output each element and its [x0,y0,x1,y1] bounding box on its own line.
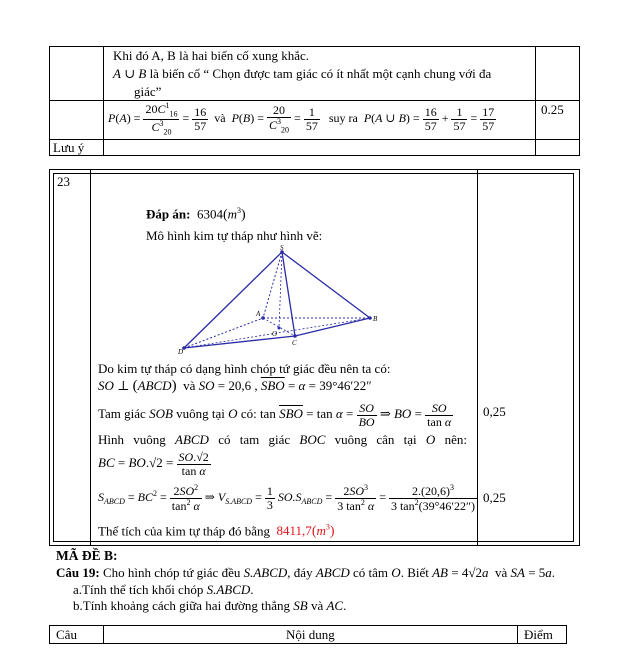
top-row1-line1: Khi đó A, B là hai biến cố xung khắc. [113,48,310,63]
q23-line4: Hình vuông ABCD có tam giác BOC vuông cân tại O nên: [98,432,467,447]
q23-line3-score: 0,25 [483,404,506,419]
vertex-s-label: S [280,244,284,252]
bottom-col-cau: Câu [56,627,77,642]
q23-volume: Thể tích của kim tự tháp đó bằng $8411,7(m^3)$ [98,523,335,540]
answer-label: Đáp án: [146,206,191,222]
top-row2-formula: P(A) = $\frac{20C^1_{16}}{C^3_{20}}$ = $\frac{16}{57}$ và P(B) = $\frac{20}{C^3_{20}}$ = $\frac{1}{57}$ suy ra P(A ∪ B) = $\frac{16}{57}$ + $\frac{1}{57}$ = $\frac{17}{57}$ [108,101,495,137]
q19-text: Câu 19: Cho hình chóp tứ giác đều S.ABCD, đáy ABCD có tâm O. Biết AB = 4√2a và SA = 5a. [56,565,556,580]
vertex-o-label: O [272,330,278,338]
q23-line6: $S_{ABCD} = BC^2$ = $\frac{2SO^2}{\tan^2 \alpha}$ ⇒ $V_{S.ABCD}$ = $\frac{1}{3}$ $SO.S_{ABCD}$ = $\frac{2SO^3}{3 \tan^2 \alpha}$ = $\frac{2.(20,6)^3}{3 \tan^2(39^\circ 46'22'')}$ [98,483,476,513]
top-row1-line2: A ∪ B là biến cố “ Chọn được tam giác có ít nhất một cạnh chung với đa [113,66,492,81]
bottom-col-noi-dung: Nội dung [286,627,335,642]
top-row1-line3: giác” [134,84,162,99]
q23-line5: BC = BO.√2 = $\frac{SO.√2}{\text{tan α}}$ [98,450,209,478]
q19-part-b: b.Tính khoảng cách giữa hai đường thẳng SB và AC. [73,598,347,613]
q23-model-text: Mô hình kim tự tháp như hình vẽ: [146,228,323,243]
q19-label: Câu 19: [56,565,100,580]
vertex-b-label: B [373,315,378,323]
bottom-col-diem: Điểm [524,627,553,642]
section-b-title: MÃ ĐỀ B: [56,548,118,563]
vertex-a-label: A [256,310,261,318]
q19-part-a: a.Tính thể tích khối chóp S.ABCD. [73,582,254,597]
q23-answer: Đáp án: $6304(m^3)$ [146,206,246,223]
note-label: Lưu ý [53,140,85,155]
vertex-c-label: C [292,339,297,347]
q23-number: 23 [57,174,70,189]
vertex-d-label: D [178,348,184,356]
q23-line2: SO ⊥ (ABCD) và SO = 20,6 , $\overline{SBO} = \alpha = 39^\circ 46'22''$ [98,378,372,394]
top-row2-score: 0.25 [541,102,564,117]
volume-text: Thể tích của kim tự tháp đó bằng [98,523,271,539]
q23-line6-score: 0,25 [483,490,506,505]
pyramid-figure [170,244,390,364]
q23-line1: Do kim tự tháp có dạng hình chóp tứ giác đều nên ta có: [98,361,391,376]
q23-line3: Tam giác SOB vuông tại O có: $\tan \overline{SBO} = \tan \alpha$ = $\frac{SO}{BO}$ ⇒ BO = $\frac{SO}{\text{tan α}}$ [98,401,452,429]
